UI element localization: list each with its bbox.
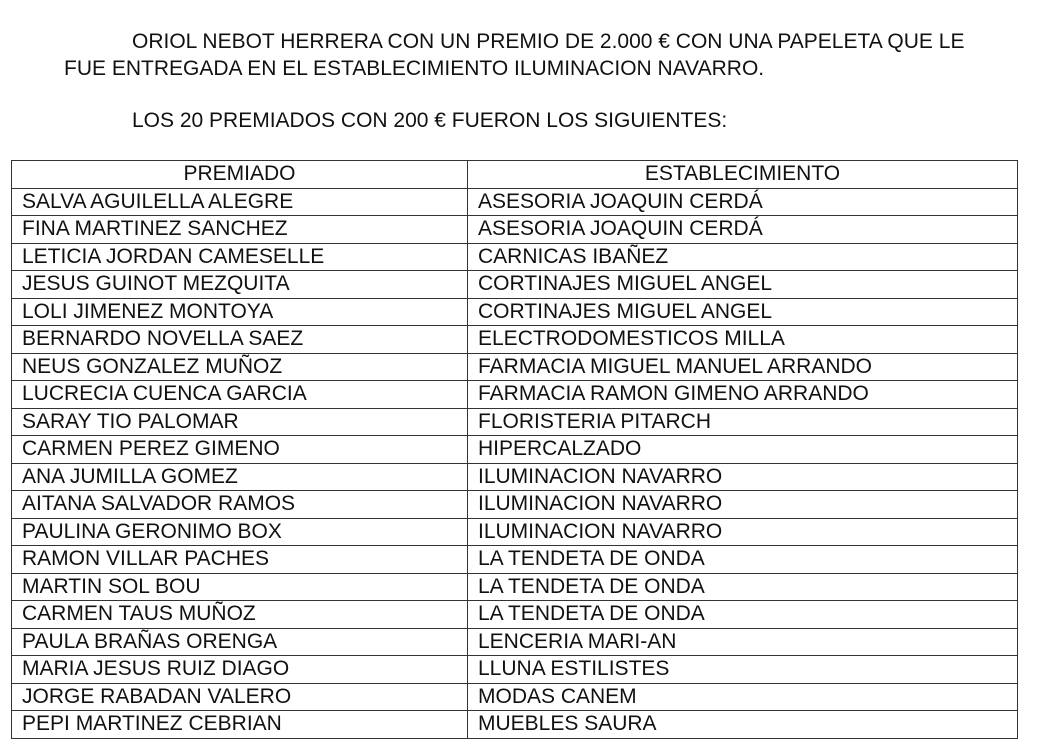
cell-establecimiento: FARMACIA RAMON GIMENO ARRANDO — [468, 381, 1018, 409]
cell-premiado: PAULA BRAÑAS ORENGA — [12, 628, 468, 656]
winner-paragraph: ORIOL NEBOT HERRERA CON UN PREMIO DE 2.000 € CON UNA PAPELETA QUE LE FUE ENTREGADA EN EL ESTABLECIMIENTO ILUMINACION NAVARRO. — [64, 30, 965, 80]
cell-premiado: ANA JUMILLA GOMEZ — [12, 463, 468, 491]
table-row — [12, 656, 1018, 684]
cell-premiado: SALVA AGUILELLA ALEGRE — [12, 188, 468, 216]
table-row — [12, 683, 1018, 711]
table-row — [12, 326, 1018, 354]
cell-premiado: LOLI JIMENEZ MONTOYA — [12, 298, 468, 326]
cell-establecimiento: ILUMINACION NAVARRO — [468, 463, 1018, 491]
table-row — [12, 436, 1018, 464]
cell-establecimiento: FARMACIA MIGUEL MANUEL ARRANDO — [468, 353, 1018, 381]
table-row — [12, 546, 1018, 574]
table-row — [12, 463, 1018, 491]
cell-premiado: CARMEN PEREZ GIMENO — [12, 436, 468, 464]
cell-establecimiento: ELECTRODOMESTICOS MILLA — [468, 326, 1018, 354]
table-row — [12, 711, 1018, 739]
table-row — [12, 408, 1018, 436]
table-row — [12, 518, 1018, 546]
table-row — [12, 271, 1018, 299]
cell-establecimiento: ILUMINACION NAVARRO — [468, 518, 1018, 546]
table-row — [12, 381, 1018, 409]
cell-establecimiento: LENCERIA MARI-AN — [468, 628, 1018, 656]
cell-establecimiento: MODAS CANEM — [468, 683, 1018, 711]
cell-establecimiento: LA TENDETA DE ONDA — [468, 573, 1018, 601]
header-premiado: PREMIADO — [12, 161, 468, 189]
cell-establecimiento: HIPERCALZADO — [468, 436, 1018, 464]
cell-establecimiento: ASESORIA JOAQUIN CERDÁ — [468, 216, 1018, 244]
cell-premiado: PEPI MARTINEZ CEBRIAN — [12, 711, 468, 739]
table-row — [12, 573, 1018, 601]
table-row — [12, 601, 1018, 629]
cell-premiado: PAULINA GERONIMO BOX — [12, 518, 468, 546]
cell-establecimiento: LA TENDETA DE ONDA — [468, 601, 1018, 629]
cell-premiado: BERNARDO NOVELLA SAEZ — [12, 326, 468, 354]
table-row — [12, 353, 1018, 381]
list-heading: LOS 20 PREMIADOS CON 200 € FUERON LOS SIGUIENTES: — [132, 109, 728, 132]
table-row — [12, 243, 1018, 271]
table-body — [12, 188, 1018, 738]
table-row — [12, 188, 1018, 216]
cell-establecimiento: ILUMINACION NAVARRO — [468, 491, 1018, 519]
cell-establecimiento: FLORISTERIA PITARCH — [468, 408, 1018, 436]
cell-establecimiento: CARNICAS IBAÑEZ — [468, 243, 1018, 271]
cell-premiado: AITANA SALVADOR RAMOS — [12, 491, 468, 519]
table-row — [12, 216, 1018, 244]
cell-premiado: LETICIA JORDAN CAMESELLE — [12, 243, 468, 271]
cell-establecimiento: CORTINAJES MIGUEL ANGEL — [468, 298, 1018, 326]
cell-establecimiento: MUEBLES SAURA — [468, 711, 1018, 739]
cell-premiado: SARAY TIO PALOMAR — [12, 408, 468, 436]
winners-table — [11, 160, 1018, 739]
cell-premiado: CARMEN TAUS MUÑOZ — [12, 601, 468, 629]
cell-establecimiento: ASESORIA JOAQUIN CERDÁ — [468, 188, 1018, 216]
cell-premiado: JESUS GUINOT MEZQUITA — [12, 271, 468, 299]
table-row — [12, 298, 1018, 326]
cell-premiado: NEUS GONZALEZ MUÑOZ — [12, 353, 468, 381]
cell-premiado: JORGE RABADAN VALERO — [12, 683, 468, 711]
cell-establecimiento: LLUNA ESTILISTES — [468, 656, 1018, 684]
cell-premiado: MARTIN SOL BOU — [12, 573, 468, 601]
cell-establecimiento: LA TENDETA DE ONDA — [468, 546, 1018, 574]
cell-premiado: LUCRECIA CUENCA GARCIA — [12, 381, 468, 409]
table-row — [12, 491, 1018, 519]
table-header-row — [12, 161, 1018, 189]
cell-premiado: MARIA JESUS RUIZ DIAGO — [12, 656, 468, 684]
header-establecimiento: ESTABLECIMIENTO — [468, 161, 1018, 189]
cell-establecimiento: CORTINAJES MIGUEL ANGEL — [468, 271, 1018, 299]
cell-premiado: RAMON VILLAR PACHES — [12, 546, 468, 574]
table-row — [12, 628, 1018, 656]
cell-premiado: FINA MARTINEZ SANCHEZ — [12, 216, 468, 244]
